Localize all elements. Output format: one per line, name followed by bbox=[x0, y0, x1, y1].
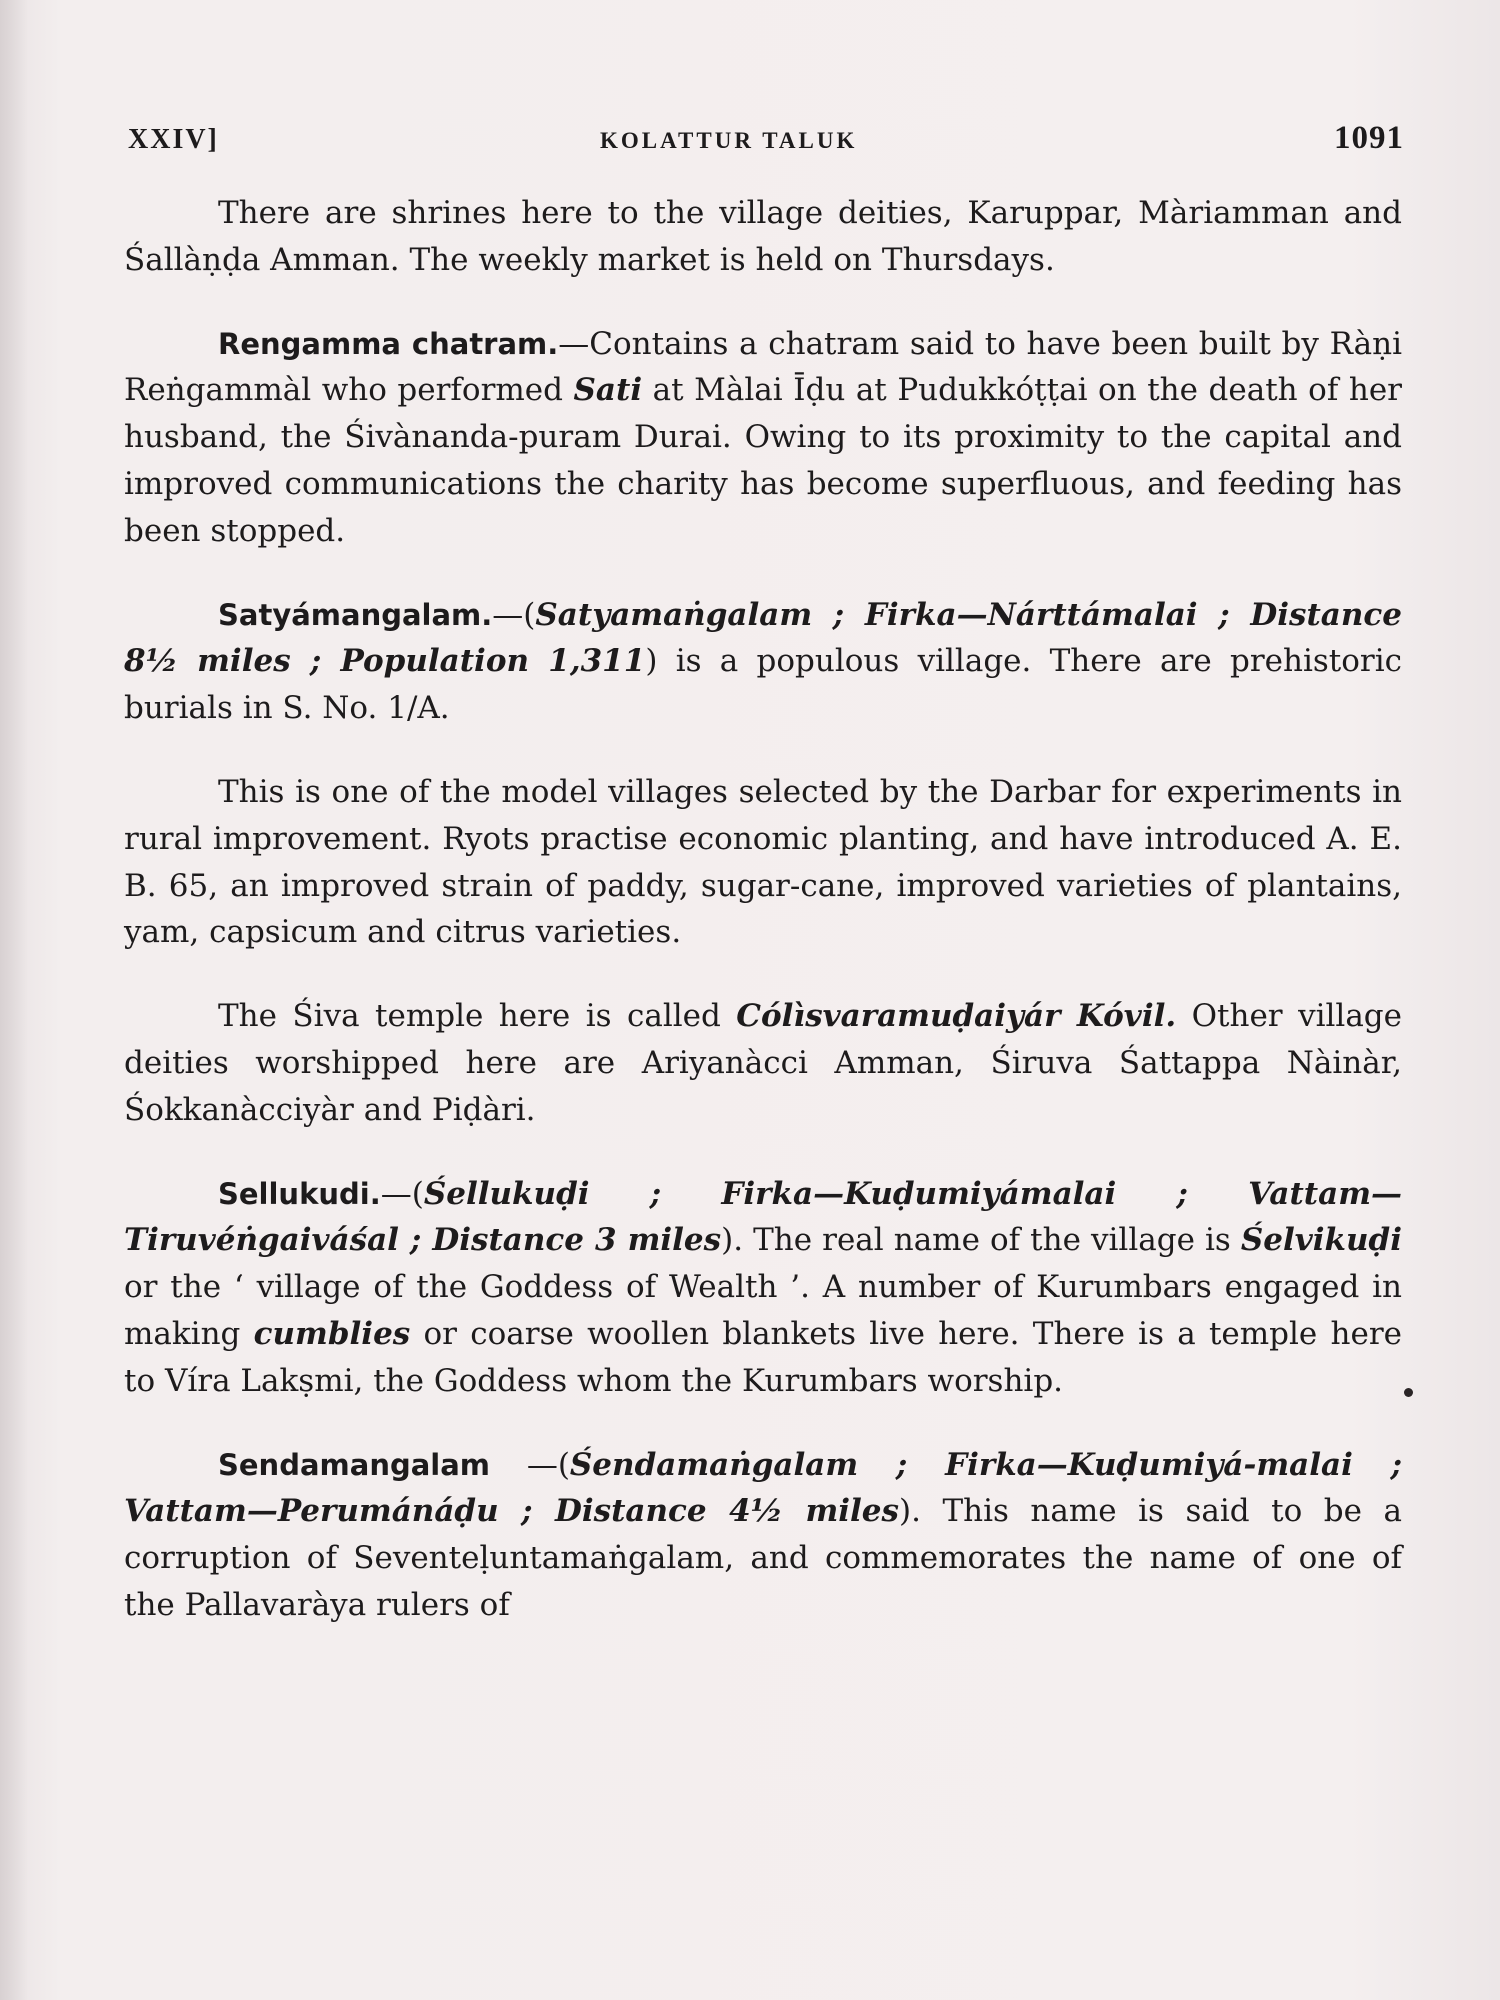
entry-title-sendamangalam: Sendamangalam bbox=[218, 1447, 491, 1482]
entry-details: Śellukuḍi ; Firka—Kuḍumiyámalai ; Vattam—Tiruvéṅgaiváśal ; Distance 3 miles bbox=[124, 1175, 1402, 1259]
entry-text: —( bbox=[380, 1175, 424, 1212]
body-text bbox=[124, 190, 1402, 1666]
entry-text: ). The real name of the village is bbox=[721, 1222, 1241, 1259]
chapter-marker: XXIV] bbox=[128, 124, 219, 155]
page-number: 1091 bbox=[1334, 120, 1404, 156]
entry-text: or coarse woollen blankets live here. There is a temple here to Víra Lakṣmi, the Goddess whom the Kurumbars worship. bbox=[124, 1315, 1402, 1399]
paragraph-shrines: There are shrines here to the village deities, Karuppar, Màriamman and Śallàṇḍa Amman. The weekly market is held on Thursdays. bbox=[124, 195, 1402, 278]
entry-details: Satyamaṅgalam ; Firka—Nárttámalai ; Distance 8½ miles ; Population 1,311 bbox=[124, 596, 1402, 680]
entry-text: —( bbox=[490, 1446, 570, 1483]
temple-name: Cólìsvaramuḍaiyár Kóvil. bbox=[736, 998, 1177, 1035]
margin-dot-mark bbox=[1404, 1388, 1413, 1397]
paragraph-siva-temple bbox=[124, 993, 1402, 1133]
entry-emphasis: Sati bbox=[573, 372, 643, 409]
entry-title-rengamma-chatram: Rengamma chatram. bbox=[218, 326, 559, 361]
entry-text: —( bbox=[492, 596, 536, 633]
entry-details: Śendamaṅgalam ; Firka—Kuḍumiyá-malai ; Vattam—Perumánáḍu ; Distance 4½ miles bbox=[124, 1446, 1403, 1530]
entry-text: ) is a populous village. There are prehistoric burials in S. No. 1/A. bbox=[124, 643, 1402, 727]
paragraph-rengamma-chatram bbox=[124, 321, 1402, 555]
gutter-shadow bbox=[0, 0, 28, 2000]
paragraph-sellukudi bbox=[124, 1171, 1402, 1405]
entry-emphasis: Śelvikuḍi bbox=[1240, 1222, 1402, 1259]
paragraph-sendamangalam bbox=[124, 1442, 1402, 1629]
entry-title-satyamangalam: Satyámangalam. bbox=[218, 597, 493, 632]
paragraph-satyamangalam bbox=[124, 592, 1402, 732]
entry-title-sellukudi: Sellukudi. bbox=[218, 1176, 381, 1211]
paragraph-model-village: This is one of the model villages selected by the Darbar for experiments in rural improvement. Ryots practise economic planting, and have introduced A. E. B. 65, an improved strain of paddy, sugar-cane, improved varieties of plantains, yam, capsicum and citrus varieties. bbox=[124, 773, 1402, 951]
entry-text: —Contains a chatram said to have been built by Ràṇi Reṅgammàl who performed bbox=[124, 325, 1403, 409]
entry-text: or the ‘ village of the Goddess of Wealth ’. A number of Kurumbars engaged in making bbox=[124, 1269, 1402, 1352]
running-title: KOLATTUR TALUK bbox=[600, 128, 858, 153]
entry-emphasis: cumblies bbox=[253, 1315, 411, 1352]
entry-text: at Màlai Īḍu at Pudukkóṭṭai on the death of her husband, the Śivànanda-puram Durai. Owing to its proximity to the capital and improved communications the charity has become superfluous, and feeding has been stopped. bbox=[124, 372, 1402, 549]
running-head bbox=[128, 120, 1404, 164]
entry-text: ). This name is said to be a corruption of Seventeḷuntamaṅgalam, and commemorates the name of one of the Pallavaràya rulers of bbox=[124, 1493, 1402, 1623]
entry-text: The Śiva temple here is called bbox=[218, 998, 737, 1035]
entry-text: Other village deities worshipped here are Ariyanàcci Amman, Śiruva Śattappa Nàinàr, Śokkanàcciyàr and Piḍàri. bbox=[124, 998, 1402, 1128]
